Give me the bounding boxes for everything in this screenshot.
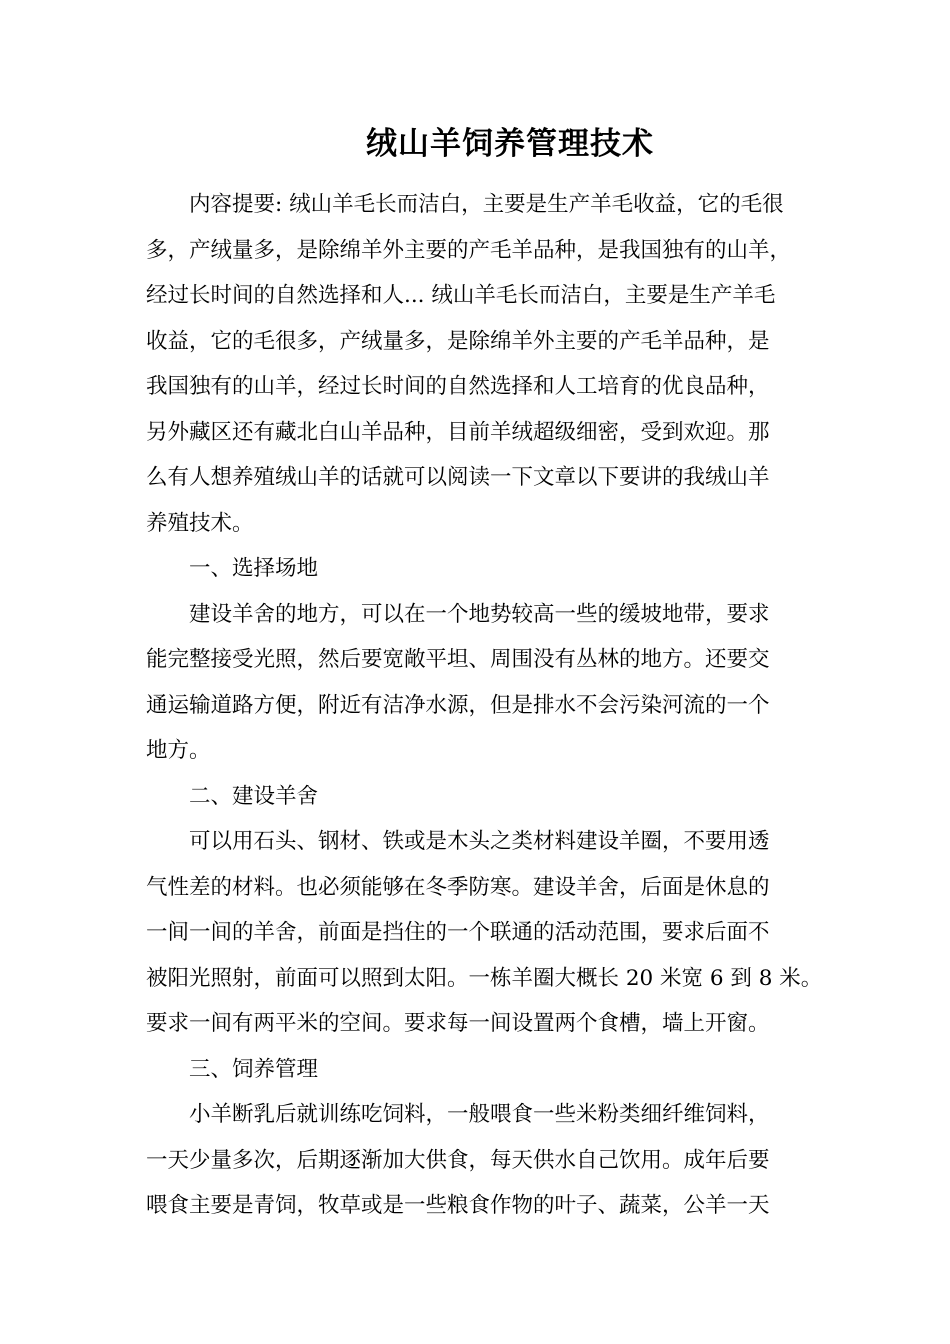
paragraph-line: 收益，它的毛很多，产绒量多，是除绵羊外主要的产毛羊品种，是 xyxy=(146,328,770,354)
paragraph-line: 另外藏区还有藏北白山羊品种，目前羊绒超级细密，受到欢迎。那 xyxy=(146,419,770,445)
paragraph-line: 能完整接受光照，然后要宽敞平坦、周围没有丛林的地方。还要交 xyxy=(146,647,770,672)
paragraph-line: 经过长时间的自然选择和人... 绒山羊毛长而洁白，主要是生产羊毛 xyxy=(146,283,776,308)
paragraph-line: 我国独有的山羊，经过长时间的自然选择和人工培育的优良品种， xyxy=(146,374,770,399)
paragraph-line: 一天少量多次，后期逐渐加大供食，每天供水自己饮用。成年后要 xyxy=(146,1147,770,1173)
section-heading: 一、选择场地 xyxy=(189,556,319,581)
paragraph-line: 多，产绒量多，是除绵羊外主要的产毛羊品种，是我国独有的山羊， xyxy=(146,237,792,263)
paragraph-line: 么有人想养殖绒山羊的话就可以阅读一下文章以下要讲的我绒山羊 xyxy=(146,465,770,490)
paragraph-line: 可以用石头、钢材、铁或是木头之类材料建设羊圈，不要用透 xyxy=(189,829,770,854)
paragraph-line: 养殖技术。 xyxy=(146,510,254,536)
paragraph-line: 地方。 xyxy=(146,738,211,763)
paragraph-line: 喂食主要是青饲，牧草或是一些粮食作物的叶子、蔬菜，公羊一天 xyxy=(146,1193,770,1218)
paragraph-line: 被阳光照射，前面可以照到太阳。一栋羊圈大概长 20 米宽 6 到 8 米。 xyxy=(146,965,823,991)
paragraph-line: 气性差的材料。也必须能够在冬季防寒。建设羊舍，后面是休息的 xyxy=(146,874,770,900)
section-heading: 二、建设羊舍 xyxy=(189,783,319,809)
paragraph-line: 小羊断乳后就训练吃饲料，一般喂食一些米粉类细纤维饲料， xyxy=(189,1102,770,1127)
paragraph-line: 通运输道路方便，附近有洁净水源，但是排水不会污染河流的一个 xyxy=(146,692,770,718)
paragraph-line: 一间一间的羊舍，前面是挡住的一个联通的活动范围，要求后面不 xyxy=(146,920,770,945)
section-heading: 三、饲养管理 xyxy=(189,1056,319,1082)
paragraph-line: 要求一间有两平米的空间。要求每一间设置两个食槽，墙上开窗。 xyxy=(146,1011,770,1036)
paragraph-line: 内容提要: 绒山羊毛长而洁白，主要是生产羊毛收益，它的毛很 xyxy=(189,192,784,217)
document-title: 绒山羊饲养管理技术 xyxy=(366,126,654,162)
document-body xyxy=(146,182,826,1229)
paragraph-line: 建设羊舍的地方，可以在一个地势较高一些的缓坡地带，要求 xyxy=(189,601,770,627)
